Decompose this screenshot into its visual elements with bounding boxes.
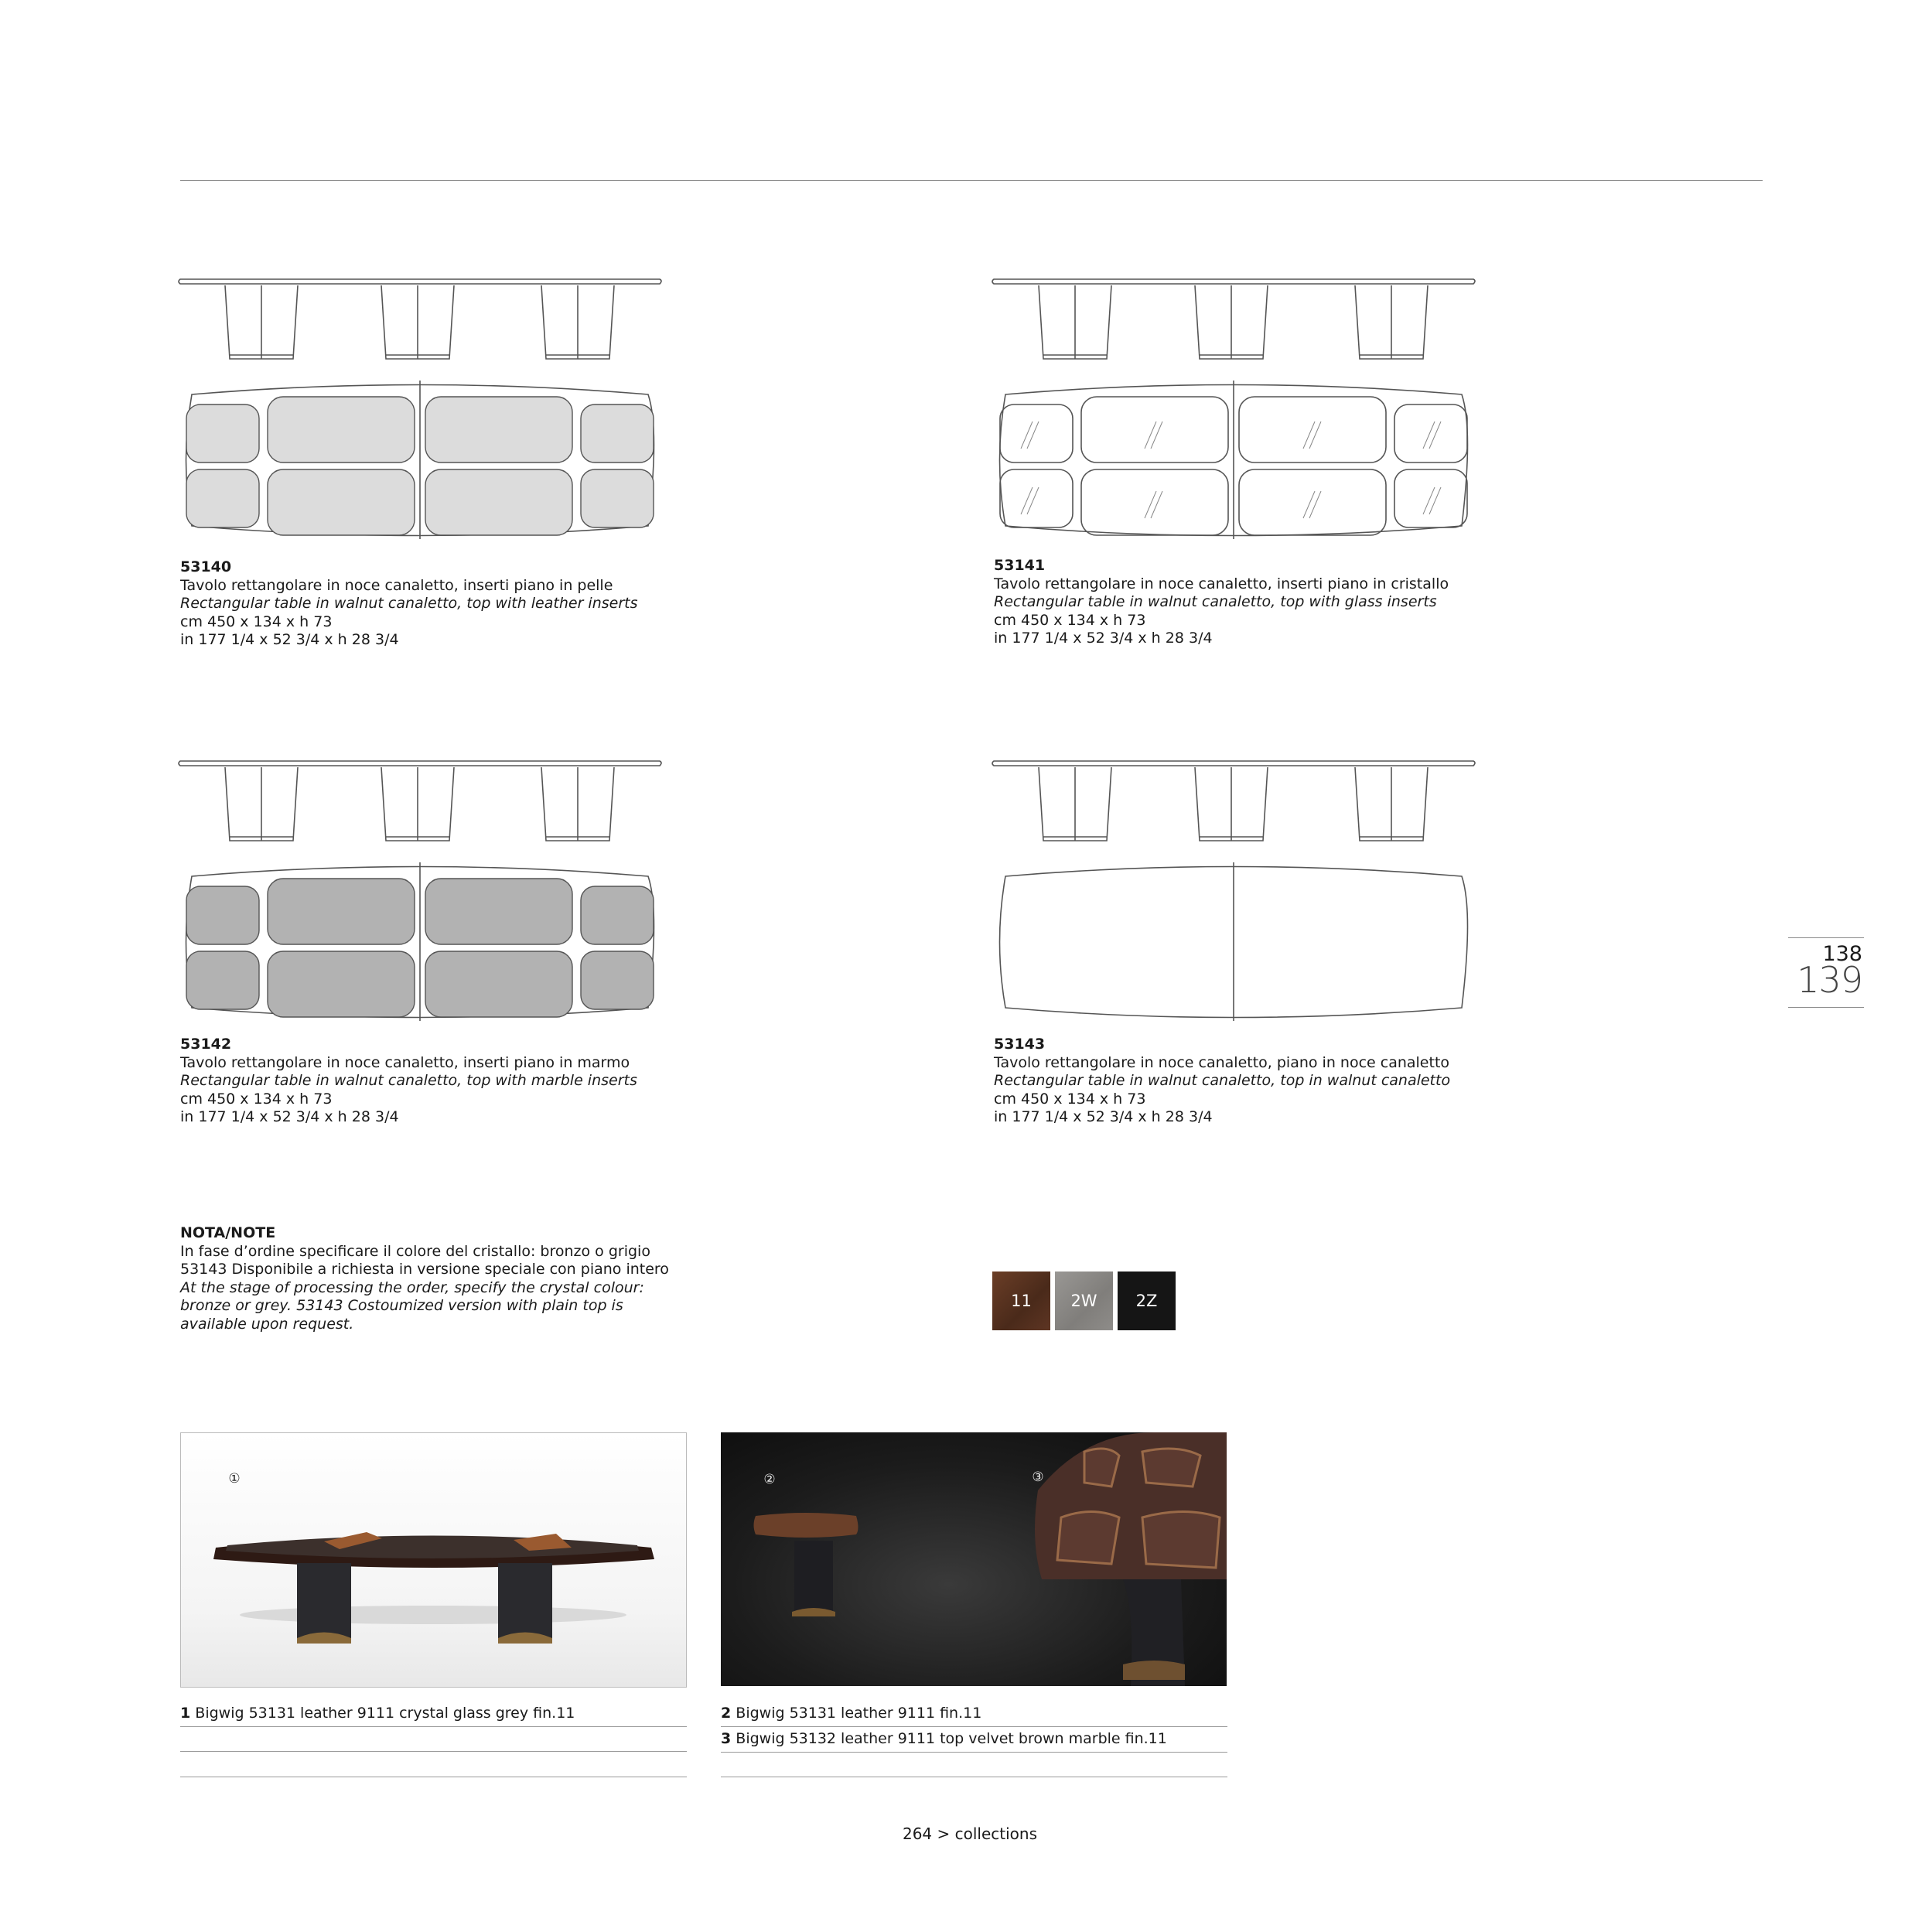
table-drawing-glass [990, 275, 1477, 545]
note-title: NOTA/NOTE [180, 1224, 276, 1241]
product-desc-it: Tavolo rettangolare in noce canaletto, inserti piano in marmo [180, 1053, 630, 1071]
photo-bigwig-crystal [180, 1432, 687, 1688]
product-desc-it: Tavolo rettangolare in noce canaletto, piano in noce canaletto [994, 1053, 1450, 1071]
photo-bigwig-dark [721, 1432, 1227, 1686]
table-photo-illustration [181, 1433, 686, 1687]
page-number-right: 139 [1797, 959, 1862, 1001]
caption-divider [180, 1751, 687, 1752]
product-desc-en: Rectangular table in walnut canaletto, top with leather inserts [180, 595, 638, 612]
pagenum-rule-bottom [1788, 1007, 1864, 1008]
product-desc-en: Rectangular table in walnut canaletto, top in walnut canaletto [994, 1072, 1451, 1089]
note-en-line: At the stage of processing the order, specify the crystal colour: [180, 1278, 644, 1296]
product-53142 [180, 1036, 637, 1127]
footer-text: 264 > collections [902, 1824, 1038, 1843]
product-53141 [994, 557, 1449, 648]
table-drawing-walnut [990, 756, 1477, 1027]
caption-text: Bigwig 53131 leather 9111 crystal glass grey fin.11 [195, 1705, 575, 1722]
product-dim-cm: cm 450 x 134 x h 73 [180, 1090, 333, 1108]
product-53143 [994, 1036, 1450, 1127]
caption-number: 1 [180, 1705, 191, 1722]
finish-swatch-11[interactable] [992, 1272, 1050, 1330]
drawing-53140 [176, 275, 664, 545]
caption-text: Bigwig 53132 leather 9111 top velvet brown marble fin.11 [736, 1730, 1167, 1747]
note-it-line: 53143 Disponibile a richiesta in versione speciale con piano intero [180, 1261, 669, 1278]
product-code: 53142 [180, 1036, 232, 1053]
product-desc-en: Rectangular table in walnut canaletto, top with glass inserts [994, 593, 1437, 610]
pagenum-rule-top [1788, 937, 1864, 938]
product-desc-it: Tavolo rettangolare in noce canaletto, inserti piano in pelle [180, 576, 613, 594]
photo-caption-2 [721, 1704, 1227, 1727]
finish-code: 11 [1011, 1292, 1032, 1310]
product-desc-en: Rectangular table in walnut canaletto, top with marble inserts [180, 1072, 637, 1089]
top-rule [180, 180, 1763, 181]
product-code: 53141 [994, 557, 1046, 574]
product-dim-cm: cm 450 x 134 x h 73 [994, 1090, 1146, 1108]
drawing-53142 [176, 756, 664, 1027]
note-block [180, 1224, 669, 1333]
note-en-line: bronze or grey. 53143 Costoumized version with plain top is [180, 1297, 623, 1314]
product-desc-it: Tavolo rettangolare in noce canaletto, inserti piano in cristallo [994, 575, 1449, 592]
table-photo-illustration [721, 1432, 1227, 1686]
photo-marker-1: ① [228, 1471, 241, 1487]
finish-code: 2Z [1135, 1292, 1158, 1310]
finish-swatch-2w[interactable] [1055, 1272, 1113, 1330]
drawing-53141 [990, 275, 1477, 545]
product-dim-in: in 177 1/4 x 52 3/4 x h 28 3/4 [994, 630, 1213, 647]
caption-number: 3 [721, 1730, 732, 1747]
finish-code: 2W [1070, 1292, 1097, 1310]
photo-marker-3: ③ [1032, 1469, 1044, 1485]
finish-swatch-2z[interactable] [1118, 1272, 1176, 1330]
caption-number: 2 [721, 1705, 732, 1722]
product-dim-in: in 177 1/4 x 52 3/4 x h 28 3/4 [994, 1108, 1213, 1125]
product-code: 53143 [994, 1036, 1046, 1053]
photo-caption-1 [180, 1704, 687, 1727]
finish-swatches [992, 1272, 1176, 1330]
photo-caption-3 [721, 1729, 1227, 1753]
page-number-left: 138 [1822, 942, 1862, 966]
product-53140 [180, 558, 638, 650]
table-drawing-leather [176, 275, 664, 545]
caption-text: Bigwig 53131 leather 9111 fin.11 [736, 1705, 982, 1722]
photo-marker-2: ② [763, 1472, 776, 1487]
product-dim-cm: cm 450 x 134 x h 73 [180, 613, 333, 630]
product-dim-in: in 177 1/4 x 52 3/4 x h 28 3/4 [180, 631, 399, 648]
product-code: 53140 [180, 558, 232, 575]
note-en-line: available upon request. [180, 1315, 354, 1333]
table-drawing-marble [176, 756, 664, 1027]
note-it-line: In fase d’ordine specificare il colore del cristallo: bronzo o grigio [180, 1242, 650, 1260]
product-dim-in: in 177 1/4 x 52 3/4 x h 28 3/4 [180, 1108, 399, 1125]
product-dim-cm: cm 450 x 134 x h 73 [994, 611, 1146, 629]
drawing-53143 [990, 756, 1477, 1027]
